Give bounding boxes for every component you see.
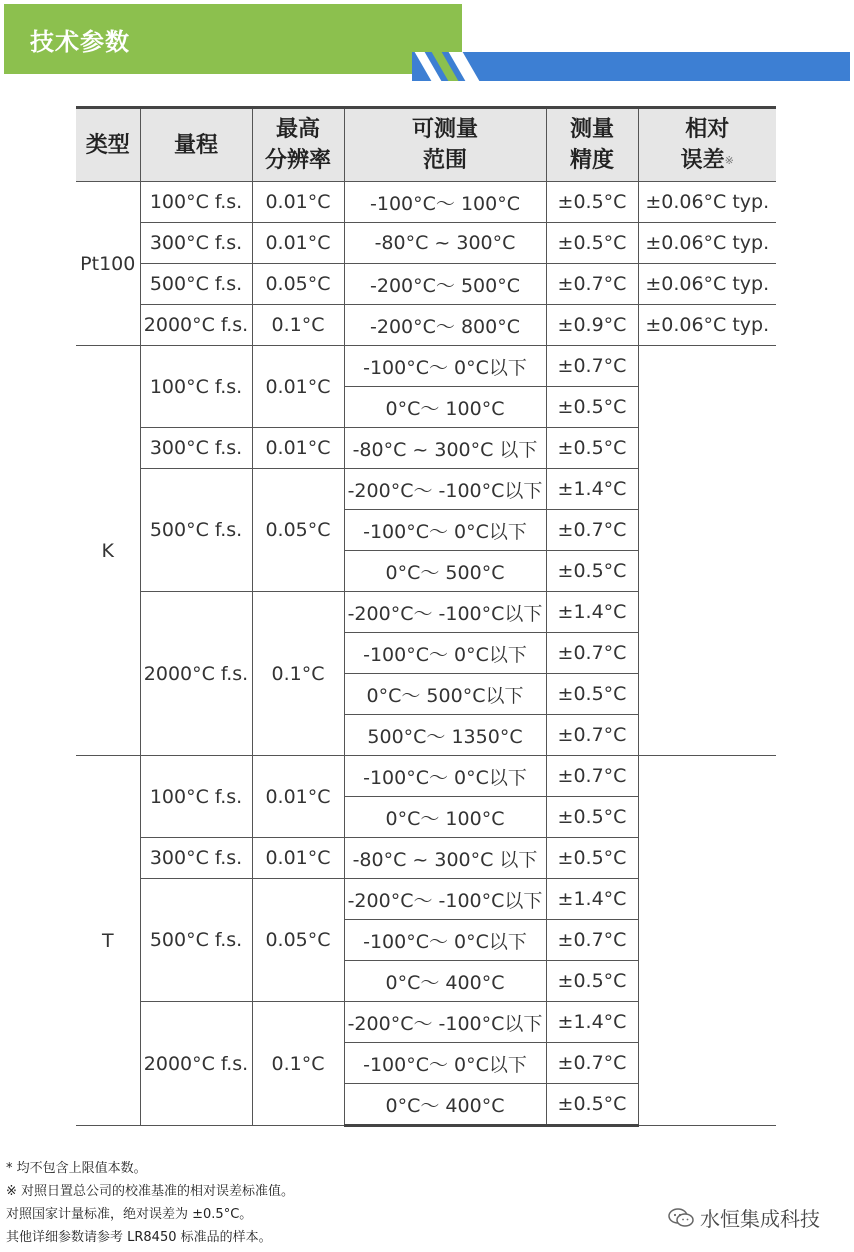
accuracy-cell: ±0.7°C xyxy=(546,346,638,387)
footnote: ※ 对照日置总公司的校准基准的相对误差标准值。 xyxy=(6,1184,295,1199)
header-type xyxy=(76,108,140,182)
header-range xyxy=(140,108,252,182)
measurable-range-cell: -100°C～ 0°C以下 xyxy=(344,346,546,387)
wechat-icon xyxy=(668,1208,694,1228)
header-line: 精度 xyxy=(569,148,614,173)
measurable-range-cell: 0°C～ 500°C以下 xyxy=(344,674,546,715)
accuracy-cell: ±0.5°C xyxy=(546,182,638,223)
accuracy-cell: ±0.5°C xyxy=(546,387,638,428)
type-cell: K xyxy=(76,346,140,756)
header-line: 分辨率 xyxy=(264,148,331,173)
range-cell: 300°C f.s. xyxy=(140,428,252,469)
footnote: * 均不包含上限值本数。 xyxy=(6,1161,147,1176)
measurable-range-cell: -100°C～ 0°C以下 xyxy=(344,756,546,797)
measurable-range-cell: 0°C～ 500°C xyxy=(344,551,546,592)
range-cell: 2000°C f.s. xyxy=(140,305,252,346)
header-line: 量程 xyxy=(173,132,218,158)
measurable-range-cell: 0°C～ 400°C xyxy=(344,961,546,1002)
type-cell: T xyxy=(76,756,140,1126)
accuracy-cell: ±0.9°C xyxy=(546,305,638,346)
header-measurable-range xyxy=(344,108,546,182)
resolution-cell: 0.1°C xyxy=(252,305,344,346)
measurable-range-cell: -200°C～ 800°C xyxy=(344,305,546,346)
header-line: 可测量 xyxy=(411,117,478,142)
brand-name: 水恒集成科技 xyxy=(700,1207,820,1231)
accuracy-cell: ±0.5°C xyxy=(546,551,638,592)
accuracy-cell: ±1.4°C xyxy=(546,469,638,510)
note-mark: ※ xyxy=(724,154,734,167)
measurable-range-cell: -80°C ~ 300°C xyxy=(344,223,546,264)
resolution-cell: 0.1°C xyxy=(252,1002,344,1126)
measurable-range-cell: -80°C ~ 300°C 以下 xyxy=(344,428,546,469)
range-cell: 300°C f.s. xyxy=(140,838,252,879)
accuracy-cell: ±0.7°C xyxy=(546,920,638,961)
table-header-row xyxy=(76,108,776,182)
accuracy-cell: ±0.7°C xyxy=(546,715,638,756)
resolution-cell: 0.01°C xyxy=(252,182,344,223)
measurable-range-cell: 0°C～ 100°C xyxy=(344,797,546,838)
measurable-range-cell: -200°C～ -100°C以下 xyxy=(344,879,546,920)
table-row xyxy=(76,264,776,305)
measurable-range-cell: -100°C～ 0°C以下 xyxy=(344,920,546,961)
range-cell: 2000°C f.s. xyxy=(140,592,252,756)
range-cell: 300°C f.s. xyxy=(140,223,252,264)
accuracy-cell: ±0.5°C xyxy=(546,428,638,469)
table-row xyxy=(76,305,776,346)
table-row xyxy=(76,346,776,387)
accuracy-cell: ±1.4°C xyxy=(546,592,638,633)
accuracy-cell: ±1.4°C xyxy=(546,879,638,920)
header-line: 最高 xyxy=(275,117,320,142)
range-cell: 100°C f.s. xyxy=(140,756,252,838)
header-line: 范围 xyxy=(422,148,467,173)
resolution-cell: 0.01°C xyxy=(252,428,344,469)
relative-error-empty xyxy=(638,346,776,756)
accuracy-cell: ±0.7°C xyxy=(546,1043,638,1084)
measurable-range-cell: -200°C～ -100°C以下 xyxy=(344,592,546,633)
accuracy-cell: ±0.5°C xyxy=(546,961,638,1002)
resolution-cell: 0.05°C xyxy=(252,879,344,1002)
measurable-range-cell: -80°C ~ 300°C 以下 xyxy=(344,838,546,879)
accuracy-cell: ±0.5°C xyxy=(546,1084,638,1126)
resolution-cell: 0.01°C xyxy=(252,756,344,838)
measurable-range-cell: 500°C～ 1350°C xyxy=(344,715,546,756)
accuracy-cell: ±0.5°C xyxy=(546,797,638,838)
header-line: 误差 xyxy=(680,148,725,173)
range-cell: 2000°C f.s. xyxy=(140,1002,252,1126)
measurable-range-cell: -200°C～ 500°C xyxy=(344,264,546,305)
section-title: 技术参数 xyxy=(30,28,130,56)
brand-watermark xyxy=(668,1203,820,1232)
relative-error-cell: ±0.06°C typ. xyxy=(638,264,776,305)
header-relative-error xyxy=(638,108,776,182)
table-row xyxy=(76,182,776,223)
accuracy-cell: ±0.7°C xyxy=(546,510,638,551)
header-line: 类型 xyxy=(85,132,130,158)
resolution-cell: 0.1°C xyxy=(252,592,344,756)
header-accuracy xyxy=(546,108,638,182)
accuracy-cell: ±0.5°C xyxy=(546,838,638,879)
header-resolution xyxy=(252,108,344,182)
measurable-range-cell: -100°C～ 0°C以下 xyxy=(344,510,546,551)
accuracy-cell: ±0.5°C xyxy=(546,674,638,715)
header-line: 测量 xyxy=(569,117,614,142)
measurable-range-cell: 0°C～ 400°C xyxy=(344,1084,546,1126)
table-row xyxy=(76,756,776,797)
resolution-cell: 0.05°C xyxy=(252,469,344,592)
resolution-cell: 0.01°C xyxy=(252,838,344,879)
relative-error-cell: ±0.06°C typ. xyxy=(638,305,776,346)
resolution-cell: 0.01°C xyxy=(252,346,344,428)
measurable-range-cell: 0°C～ 100°C xyxy=(344,387,546,428)
header-line: 相对 xyxy=(685,117,730,142)
table-row xyxy=(76,223,776,264)
accuracy-cell: ±0.7°C xyxy=(546,633,638,674)
measurable-range-cell: -100°C～ 0°C以下 xyxy=(344,633,546,674)
accuracy-cell: ±0.5°C xyxy=(546,223,638,264)
accuracy-cell: ±0.7°C xyxy=(546,264,638,305)
range-cell: 500°C f.s. xyxy=(140,879,252,1002)
footnote: 对照国家计量标准，绝对误差为 ±0.5°C。 xyxy=(6,1207,253,1222)
resolution-cell: 0.01°C xyxy=(252,223,344,264)
relative-error-cell: ±0.06°C typ. xyxy=(638,182,776,223)
header-accent-bar xyxy=(412,52,850,81)
measurable-range-cell: -100°C～ 0°C以下 xyxy=(344,1043,546,1084)
measurable-range-cell: -200°C～ -100°C以下 xyxy=(344,469,546,510)
accuracy-cell: ±0.7°C xyxy=(546,756,638,797)
relative-error-empty xyxy=(638,756,776,1126)
type-cell: Pt100 xyxy=(76,182,140,346)
range-cell: 100°C f.s. xyxy=(140,182,252,223)
measurable-range-cell: -200°C～ -100°C以下 xyxy=(344,1002,546,1043)
spec-table xyxy=(76,106,776,1127)
accuracy-cell: ±1.4°C xyxy=(546,1002,638,1043)
relative-error-cell: ±0.06°C typ. xyxy=(638,223,776,264)
range-cell: 500°C f.s. xyxy=(140,264,252,305)
range-cell: 100°C f.s. xyxy=(140,346,252,428)
resolution-cell: 0.05°C xyxy=(252,264,344,305)
footnote: 其他详细参数请参考 LR8450 标准品的样本。 xyxy=(6,1230,272,1245)
range-cell: 500°C f.s. xyxy=(140,469,252,592)
footnotes xyxy=(6,1157,294,1249)
measurable-range-cell: -100°C～ 100°C xyxy=(344,182,546,223)
